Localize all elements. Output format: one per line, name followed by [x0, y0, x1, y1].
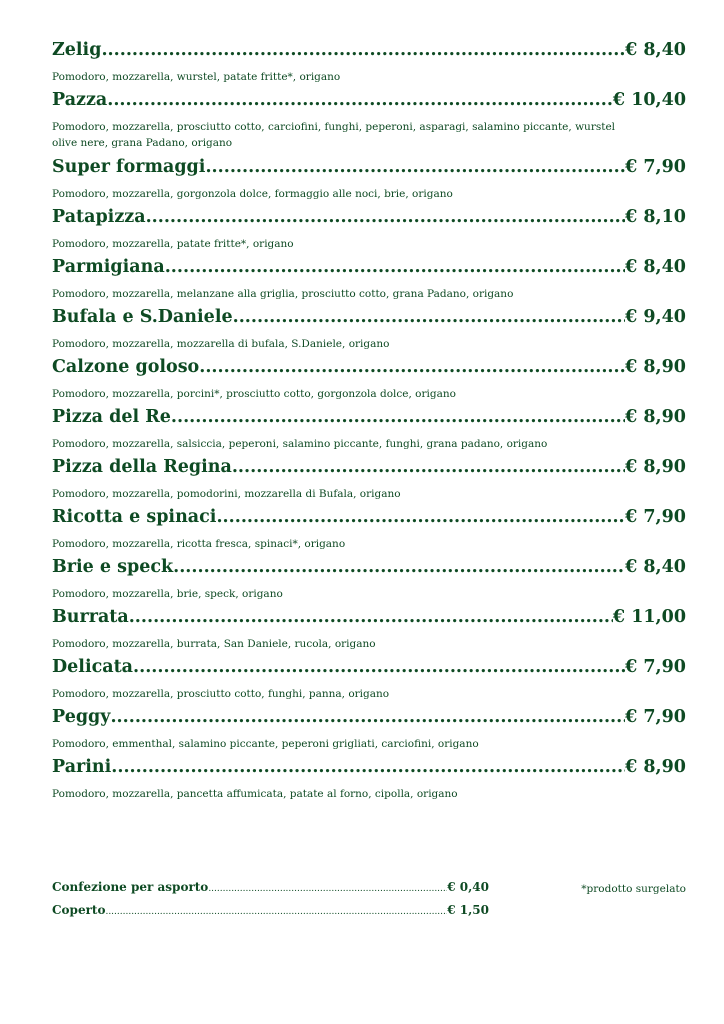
- item-description: Pomodoro, mozzarella, melanzane alla griglia, prosciutto cotto, grana Padano, origano: [52, 288, 514, 300]
- item-name: Calzone goloso: [52, 357, 200, 377]
- dot-leader: [165, 257, 625, 277]
- item-price: € 8,90: [625, 757, 686, 777]
- menu-item-parini: [52, 757, 686, 807]
- item-name: Pizza del Re: [52, 407, 171, 427]
- menu-item-super-formaggi: [52, 157, 686, 207]
- dot-leader: [173, 557, 625, 577]
- item-price: € 8,90: [625, 357, 686, 377]
- cover-charge-row: [52, 903, 489, 926]
- item-price: € 8,10: [625, 207, 686, 227]
- item-description: Pomodoro, mozzarella, brie, speck, origano: [52, 588, 283, 600]
- dot-leader: [233, 307, 625, 327]
- item-name: Peggy: [52, 707, 111, 727]
- menu-item-delicata: [52, 657, 686, 707]
- item-description: Pomodoro, mozzarella, mozzarella di bufala, S.Daniele, origano: [52, 338, 390, 350]
- dot-leader: [101, 40, 625, 60]
- pizza-menu: [52, 40, 686, 807]
- dot-leader: [205, 157, 625, 177]
- item-description: Pomodoro, emmenthal, salamino piccante, peperoni grigliati, carciofini, origano: [52, 738, 479, 750]
- dot-leader: [208, 884, 447, 894]
- item-description: Pomodoro, mozzarella, prosciutto cotto, carciofini, funghi, peperoni, asparagi, salamino piccante, wurstel olive nere, grana Padano, origano: [52, 121, 616, 149]
- item-price: € 8,90: [625, 407, 686, 427]
- item-description: Pomodoro, mozzarella, burrata, San Daniele, rucola, origano: [52, 638, 376, 650]
- cover-price: € 1,50: [447, 903, 489, 917]
- menu-item-zelig: [52, 40, 686, 90]
- dot-leader: [133, 657, 625, 677]
- item-price: € 11,00: [612, 607, 686, 627]
- menu-item-calzone-goloso: [52, 357, 686, 407]
- item-name: Ricotta e spinaci: [52, 507, 217, 527]
- dot-leader: [111, 757, 625, 777]
- menu-item-pizza-del-re: [52, 407, 686, 457]
- packaging-label: Confezione per asporto: [52, 880, 209, 894]
- item-name: Delicata: [52, 657, 134, 677]
- item-price: € 7,90: [625, 657, 686, 677]
- item-description: Pomodoro, mozzarella, porcini*, prosciutto cotto, gorgonzola dolce, origano: [52, 388, 456, 400]
- item-price: € 7,90: [625, 507, 686, 527]
- menu-footer: [52, 880, 686, 926]
- dot-leader: [171, 407, 625, 427]
- dot-leader: [232, 457, 625, 477]
- item-name: Zelig: [52, 40, 102, 60]
- item-description: Pomodoro, mozzarella, pomodorini, mozzarella di Bufala, origano: [52, 488, 401, 500]
- item-name: Parini: [52, 757, 112, 777]
- item-description: Pomodoro, mozzarella, prosciutto cotto, funghi, panna, origano: [52, 688, 390, 700]
- menu-item-pizza-della-regina: [52, 457, 686, 507]
- menu-item-bufala-e-sdaniele: [52, 307, 686, 357]
- item-name: Patapizza: [52, 207, 146, 227]
- item-name: Pazza: [52, 90, 108, 110]
- item-name: Pizza della Regina: [52, 457, 232, 477]
- item-price: € 8,40: [625, 40, 686, 60]
- item-description: Pomodoro, mozzarella, ricotta fresca, spinaci*, origano: [52, 538, 346, 550]
- dot-leader: [129, 607, 613, 627]
- item-description: Pomodoro, mozzarella, gorgonzola dolce, formaggio alle noci, brie, origano: [52, 188, 453, 200]
- dot-leader: [146, 207, 626, 227]
- menu-item-parmigiana: [52, 257, 686, 307]
- menu-item-burrata: [52, 607, 686, 657]
- cover-label: Coperto: [52, 903, 106, 917]
- item-name: Parmigiana: [52, 257, 165, 277]
- item-name: Brie e speck: [52, 557, 174, 577]
- dot-leader: [199, 357, 625, 377]
- menu-item-pazza: [52, 90, 686, 157]
- item-description: Pomodoro, mozzarella, patate fritte*, origano: [52, 238, 294, 250]
- item-description: Pomodoro, mozzarella, pancetta affumicata, patate al forno, cipolla, origano: [52, 788, 458, 800]
- item-description: Pomodoro, mozzarella, wurstel, patate fritte*, origano: [52, 71, 341, 83]
- dot-leader: [107, 90, 613, 110]
- item-price: € 7,90: [625, 707, 686, 727]
- menu-item-ricotta-e-spinaci: [52, 507, 686, 557]
- item-price: € 10,40: [612, 90, 686, 110]
- dot-leader: [216, 507, 625, 527]
- menu-item-brie-e-speck: [52, 557, 686, 607]
- item-price: € 8,40: [625, 257, 686, 277]
- item-description: Pomodoro, mozzarella, salsiccia, peperoni, salamino piccante, funghi, grana padano, origano: [52, 438, 548, 450]
- item-price: € 8,90: [625, 457, 686, 477]
- menu-item-patapizza: [52, 207, 686, 257]
- item-name: Bufala e S.Daniele: [52, 307, 233, 327]
- item-name: Super formaggi: [52, 157, 206, 177]
- packaging-price: € 0,40: [447, 880, 489, 894]
- item-price: € 9,40: [625, 307, 686, 327]
- frozen-product-note: *prodotto surgelato: [581, 883, 686, 895]
- menu-item-peggy: [52, 707, 686, 757]
- dot-leader: [110, 707, 625, 727]
- dot-leader: [105, 907, 447, 917]
- item-price: € 8,40: [625, 557, 686, 577]
- item-name: Burrata: [52, 607, 129, 627]
- packaging-fee-row: [52, 880, 489, 903]
- item-price: € 7,90: [625, 157, 686, 177]
